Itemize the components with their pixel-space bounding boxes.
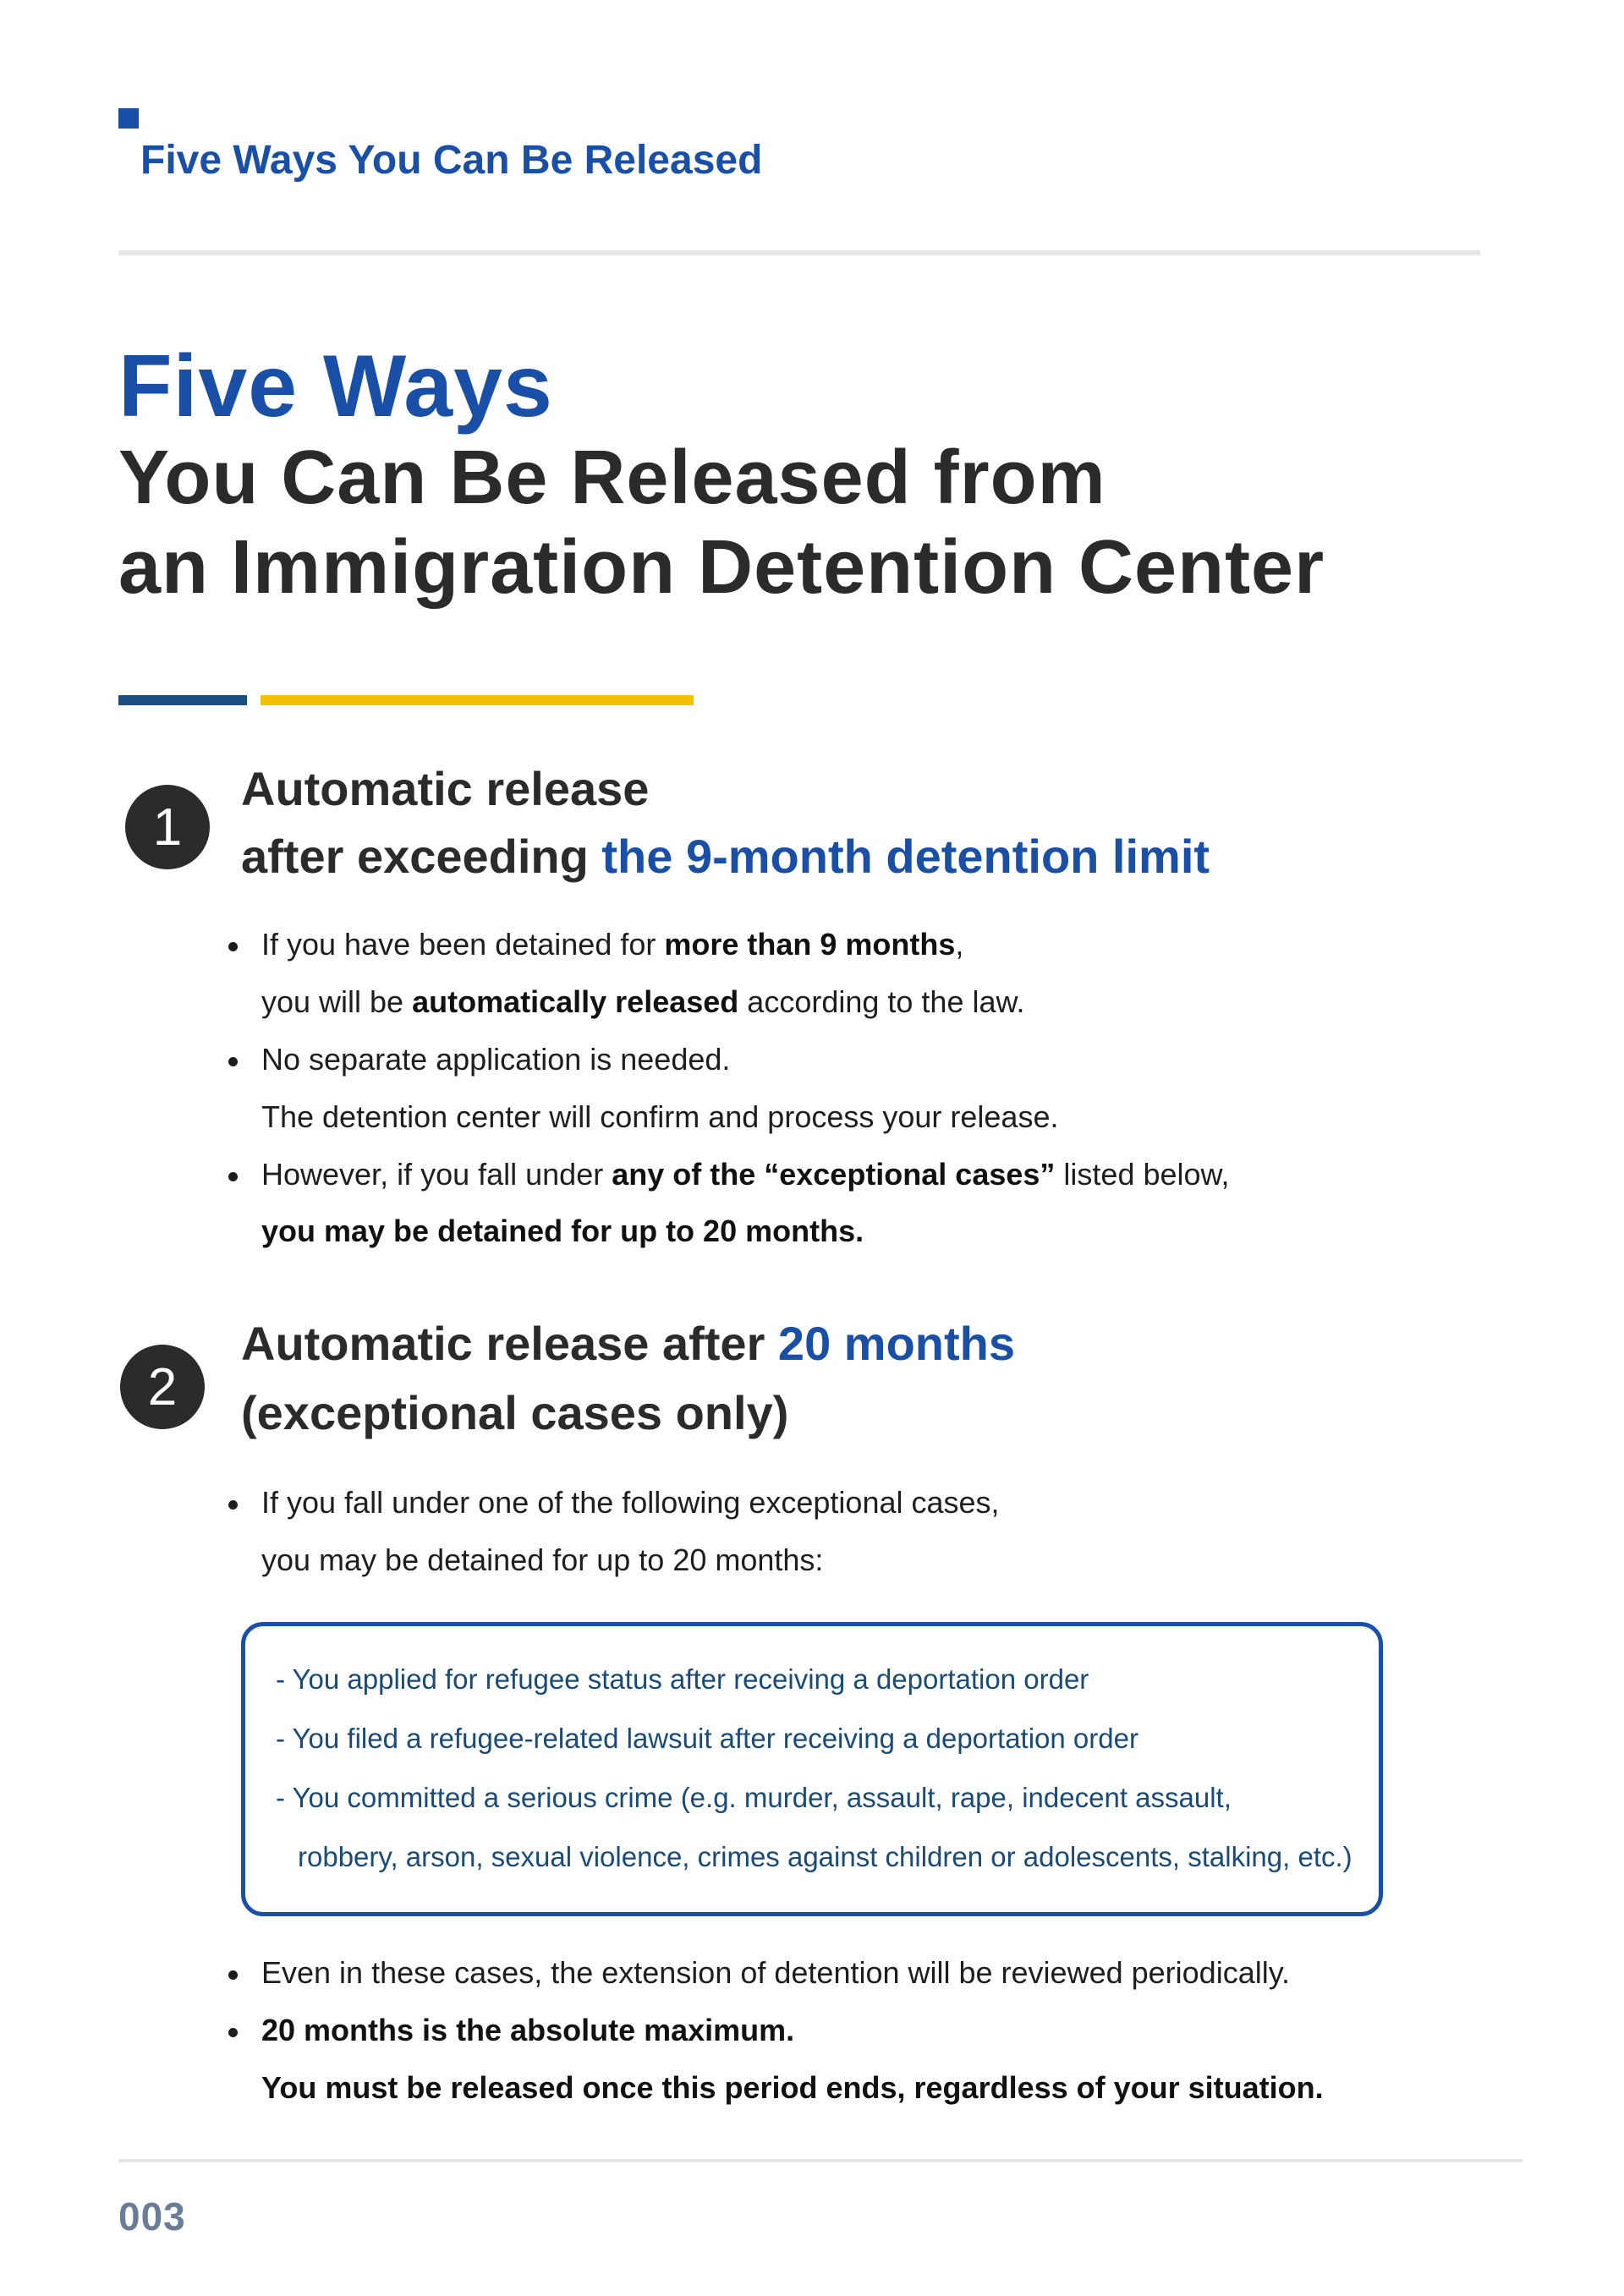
section-2-bullet-1-cont: you may be detained for up to 20 months: [261, 1543, 824, 1577]
page-title-sub-line2: an Immigration Detention Center [118, 525, 1325, 610]
section-1-bullet-3-cont: you may be detained for up to 20 months. [261, 1214, 864, 1248]
section-1-title-highlight: the 9-month detention limit [601, 830, 1210, 883]
section-2-number-badge: 2 [120, 1345, 205, 1429]
section-1-bullet-1: If you have been detained for more than 9 months, [228, 927, 963, 962]
exceptional-cases-box [241, 1622, 1383, 1916]
section-1-bullet-3: However, if you fall under any of the “exceptional cases” listed below, [228, 1157, 1230, 1192]
exceptional-case-item: - You committed a serious crime (e.g. murder, assault, rape, indecent assault, [276, 1782, 1232, 1813]
section-1-bullet-2: No separate application is needed. [228, 1042, 730, 1077]
page-title-sub-line1: You Can Be Released from [118, 436, 1106, 520]
header-divider [118, 250, 1480, 255]
header-title: Five Ways You Can Be Released [140, 138, 763, 183]
page-number: 003 [118, 2195, 186, 2238]
section-2-title-highlight: 20 months [777, 1317, 1015, 1370]
section-1-number-badge: 1 [125, 785, 210, 869]
section-2-bullet-3: 20 months is the absolute maximum. [228, 2013, 794, 2048]
section-1-title-line2: after exceeding the 9-month detention limit [241, 830, 1210, 883]
exceptional-case-item: - You filed a refugee-related lawsuit after receiving a deportation order [276, 1723, 1138, 1754]
section-1-bullet-1-cont: you will be automatically released according to the law. [261, 984, 1025, 1019]
exceptional-case-item: - You applied for refugee status after receiving a deportation order [276, 1663, 1089, 1695]
section-2-title-line1: Automatic release after 20 months [241, 1317, 1015, 1370]
accent-bar-yellow [261, 695, 694, 705]
section-1-bullet-2-cont: The detention center will confirm and process your release. [261, 1099, 1059, 1134]
exceptional-case-item-cont: robbery, arson, sexual violence, crimes against children or adolescents, stalking, etc.) [298, 1841, 1352, 1872]
header-square-marker [118, 108, 139, 129]
section-1-title-line1: Automatic release [241, 762, 650, 815]
section-2-bullet-2: Even in these cases, the extension of detention will be reviewed periodically. [228, 1955, 1290, 1991]
section-2-bullet-1: If you fall under one of the following exceptional cases, [228, 1485, 1000, 1521]
section-2-bullet-3-cont: You must be released once this period ends, regardless of your situation. [261, 2070, 1324, 2105]
section-2-title-line2: (exceptional cases only) [241, 1386, 789, 1439]
page-title-main: Five Ways [118, 337, 553, 436]
accent-bar-blue [118, 695, 247, 705]
footer-divider [118, 2159, 1522, 2162]
